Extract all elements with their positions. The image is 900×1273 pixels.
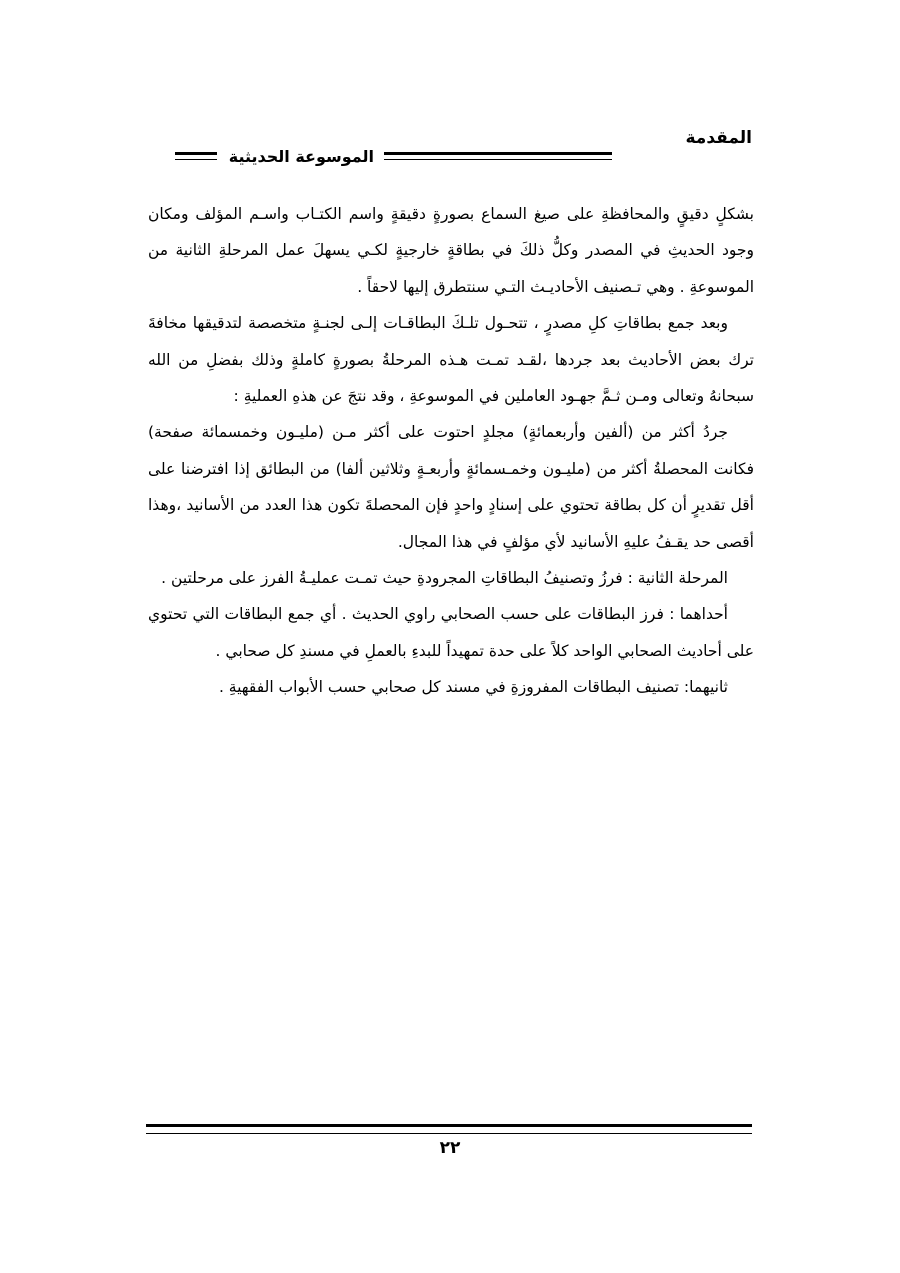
running-header [148, 124, 752, 168]
section-title: المقدمة [685, 128, 752, 148]
footer-rule [146, 1124, 752, 1134]
body-text [148, 196, 754, 706]
book-title: الموسوعة الحديثية [228, 146, 374, 166]
paragraph: المرحلة الثانية : فرزُ وتصنيفُ البطاقاتِ المجرودةِ حيث تمـت عمليـةُ الفرز على مرحلتين . [161, 569, 728, 588]
header-rule-long [384, 152, 612, 160]
paragraph: وبعد جمع بطاقاتِ كلِ مصدرٍ ، تتحـول تلـكَ البطاقـات إلـى لجنـةٍ متخصصة لتدقيقها مخافةَ ترك بعض الأحاديث بعد جردها ،لقـد تمـت هـذه المرحلةُ بصورةٍ كاملةٍ وذلك بفضلِ من الله سبحانهُ وتعالى ومـن ثـمَّ جهـود العاملين في الموسوعةِ ، وقد نتجَ عن هذهِ العمليةِ : [148, 314, 754, 406]
page-number: ٢٢ [439, 1138, 461, 1158]
paragraph: بشكلٍ دقيقٍ والمحافظةِ على صيغ السماع بصورةٍ دقيقةٍ واسم الكتـاب واسـم المؤلف ومكان وجود الحديثِ في المصدر وكلُّ ذلكَ في بطاقةٍ خارجيةٍ لكـي يسهلَ عمل المرحلةِ الثانية من الموسوعةِ . وهي تـصنيف الأحاديـث التـي سنتطرق إليها لاحقاً . [148, 205, 754, 296]
header-rule-short [175, 152, 217, 160]
paragraph: ثانيهما: تصنيف البطاقات المفروزةِ في مسند كل صحابي حسب الأبواب الفقهيةِ . [218, 678, 728, 697]
paragraph: أحداهما : فرز البطاقات على حسب الصحابي راوي الحديث . أي جمع البطاقات التي تحتوي على أحاديث الصحابي الواحد كلاً على حدة تمهيداً للبدءِ بالعملِ في مسندِ كل صحابي . [148, 605, 754, 660]
book-title-row [148, 144, 752, 168]
paragraph: جردُ أكثر من (ألفين وأربعمائةٍ) مجلدٍ احتوت على أكثر مـن (مليـون وخمسمائة صفحة) فكانت المحصلةُ أكثر من (مليـون وخمـسمائةٍ وأربعـةٍ وثلاثين ألفا) من البطائق إذا افترضنا على أقل تقديرٍ أن كل بطاقة تحتوي على إسنادٍ واحدٍ فإن المحصلةَ تكون هذا العدد من الأسانيد ،وهذا أقصى حد يقـفُ عليهِ الأسانيد لأي مؤلفٍ في هذا المجال. [148, 423, 754, 551]
